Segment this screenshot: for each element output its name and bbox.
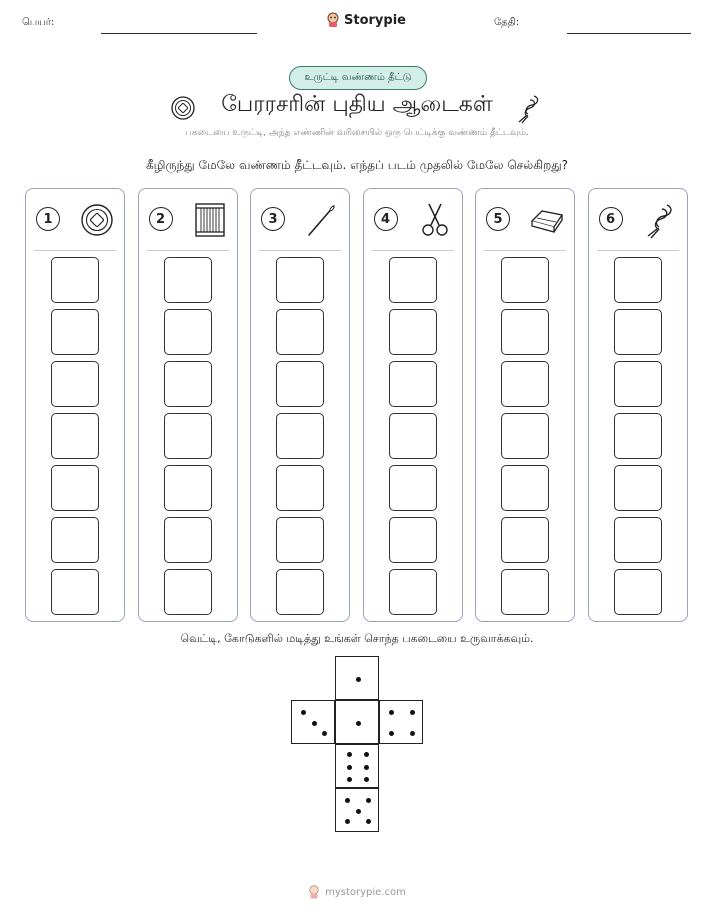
dice-column-3: [250, 188, 350, 622]
coloring-box[interactable]: [389, 465, 437, 511]
die-face-5: [335, 788, 379, 832]
coloring-box[interactable]: [501, 569, 549, 615]
date-line[interactable]: [567, 33, 691, 34]
coloring-box[interactable]: [51, 413, 99, 459]
coloring-box[interactable]: [164, 465, 212, 511]
die-pip: [364, 765, 369, 770]
coloring-box[interactable]: [51, 569, 99, 615]
cut-instruction: வெட்டி, கோடுகளில் மடித்து உங்கள் சொந்த பகடையை உருவாக்கவும்.: [180, 632, 534, 645]
instruction: கீழிருந்து மேலே வண்ணம் தீட்டவும். எந்தப் படம் முதலில் மேலே செல்கிறது?: [145, 158, 569, 172]
coloring-box[interactable]: [614, 569, 662, 615]
thread-skein-icon: [514, 92, 544, 124]
subtitle: பகடையை உருட்டி, அந்த எண்ணின் வரிசையில் ஒரு பெட்டிக்கு வண்ணம் தீட்டவும்.: [185, 128, 529, 138]
scissors-icon: [416, 201, 454, 239]
die-pip: [389, 710, 394, 715]
needle-icon: [303, 201, 341, 239]
coloring-box[interactable]: [276, 309, 324, 355]
coloring-box[interactable]: [164, 517, 212, 563]
die-pip: [322, 731, 327, 736]
date-label: தேதி:: [494, 17, 520, 28]
coloring-box[interactable]: [164, 569, 212, 615]
dice-column-6: [588, 188, 688, 622]
coloring-box[interactable]: [276, 569, 324, 615]
page-title: பேரரசரின் புதிய ஆடைகள்: [221, 92, 493, 117]
coloring-box[interactable]: [614, 413, 662, 459]
coloring-box[interactable]: [389, 309, 437, 355]
coloring-box[interactable]: [389, 257, 437, 303]
column-number: 5: [486, 207, 510, 231]
column-number: 3: [261, 207, 285, 231]
footer-url[interactable]: mystorypie.com: [325, 886, 406, 898]
dice-column-4: [363, 188, 463, 622]
die-pip: [366, 819, 371, 824]
coloring-box[interactable]: [276, 257, 324, 303]
coloring-box[interactable]: [51, 465, 99, 511]
coloring-box[interactable]: [276, 465, 324, 511]
loom-icon: [191, 201, 229, 239]
coloring-box[interactable]: [614, 257, 662, 303]
die-pip: [356, 677, 361, 682]
column-header: [147, 201, 231, 241]
coloring-box[interactable]: [164, 309, 212, 355]
coin-icon: [78, 201, 116, 239]
coloring-box[interactable]: [164, 413, 212, 459]
die-pip: [366, 798, 371, 803]
column-number: 1: [36, 207, 60, 231]
coloring-box[interactable]: [614, 309, 662, 355]
dice-column-2: [138, 188, 238, 622]
brand-name: Storypie: [344, 12, 406, 28]
column-number: 4: [374, 207, 398, 231]
coloring-box[interactable]: [276, 517, 324, 563]
coloring-box[interactable]: [614, 361, 662, 407]
die-pip: [347, 777, 352, 782]
coloring-box[interactable]: [51, 517, 99, 563]
die-pip: [364, 777, 369, 782]
column-header: [484, 201, 568, 241]
die-face-1: [335, 656, 379, 700]
die-pip: [347, 752, 352, 757]
storypie-mascot-icon: [326, 12, 340, 28]
die-pip: [364, 752, 369, 757]
column-divider: [147, 250, 229, 251]
die-pip: [347, 765, 352, 770]
die-pip: [389, 731, 394, 736]
dice-column-1: [25, 188, 125, 622]
coloring-box[interactable]: [501, 465, 549, 511]
coloring-box[interactable]: [614, 465, 662, 511]
coloring-box[interactable]: [51, 361, 99, 407]
coloring-box[interactable]: [51, 257, 99, 303]
coloring-box[interactable]: [276, 361, 324, 407]
column-divider: [484, 250, 566, 251]
die-pip: [312, 721, 317, 726]
die-face-6: [335, 744, 379, 788]
footer: [0, 885, 714, 899]
coloring-box[interactable]: [51, 309, 99, 355]
coloring-box[interactable]: [164, 257, 212, 303]
coloring-box[interactable]: [389, 361, 437, 407]
column-number: 6: [599, 207, 623, 231]
brand-logo: [326, 12, 406, 28]
title-row: [0, 90, 714, 124]
coloring-box[interactable]: [389, 517, 437, 563]
column-header: [34, 201, 118, 241]
die-face-3: [291, 700, 335, 744]
coloring-box[interactable]: [614, 517, 662, 563]
coloring-box[interactable]: [501, 309, 549, 355]
coloring-box[interactable]: [164, 361, 212, 407]
coloring-box[interactable]: [501, 413, 549, 459]
die-face-1: [335, 700, 379, 744]
name-label: பெயர்:: [22, 17, 55, 28]
die-pip: [345, 819, 350, 824]
thread-skein-icon: [641, 201, 679, 239]
column-divider: [597, 250, 679, 251]
coloring-box[interactable]: [389, 413, 437, 459]
activity-badge: உருட்டி வண்ணம் தீட்டு: [289, 66, 427, 90]
die-pip: [410, 731, 415, 736]
column-divider: [372, 250, 454, 251]
coloring-box[interactable]: [389, 569, 437, 615]
column-divider: [34, 250, 116, 251]
dice-column-5: [475, 188, 575, 622]
die-pip: [356, 809, 361, 814]
column-number: 2: [149, 207, 173, 231]
name-line[interactable]: [101, 33, 257, 34]
die-pip: [301, 710, 306, 715]
column-header: [372, 201, 456, 241]
column-header: [259, 201, 343, 241]
coloring-box[interactable]: [501, 361, 549, 407]
coloring-box[interactable]: [501, 257, 549, 303]
die-pip: [356, 721, 361, 726]
storypie-mascot-icon: [308, 885, 320, 899]
coloring-box[interactable]: [501, 517, 549, 563]
die-face-4: [379, 700, 423, 744]
coloring-box[interactable]: [276, 413, 324, 459]
folded-cloth-icon: [528, 201, 566, 239]
die-pip: [345, 798, 350, 803]
column-header: [597, 201, 681, 241]
die-pip: [410, 710, 415, 715]
column-divider: [259, 250, 341, 251]
